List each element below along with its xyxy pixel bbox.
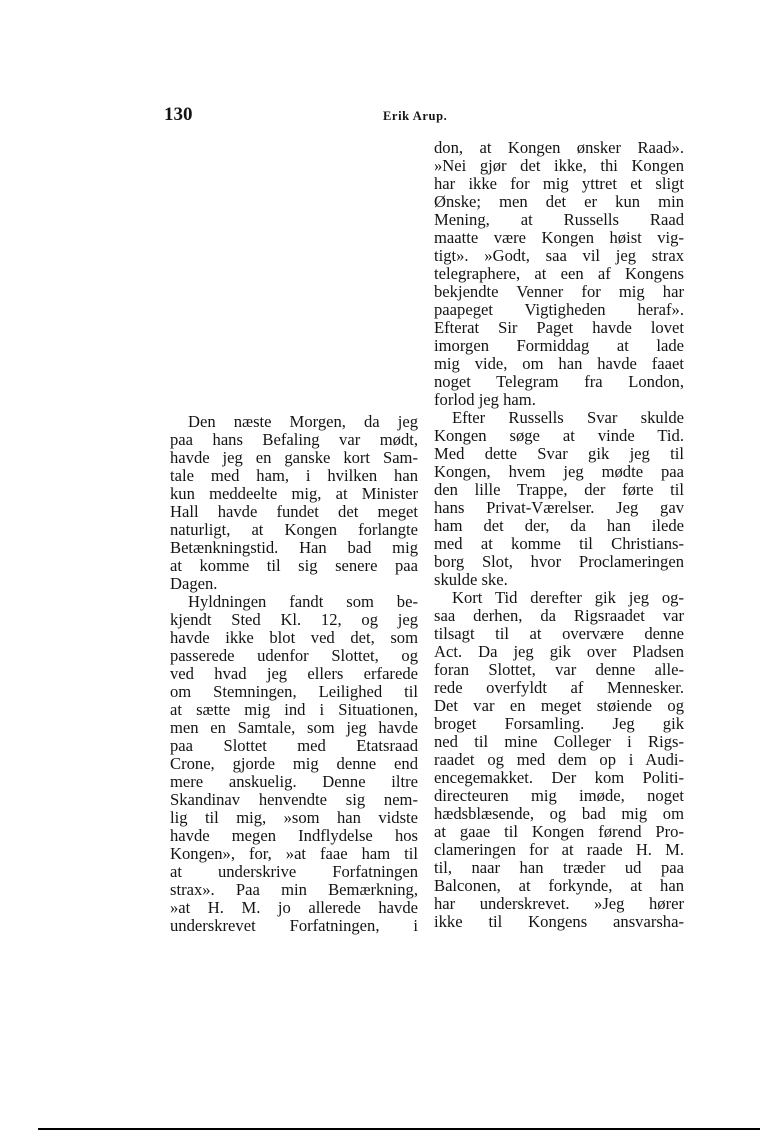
text-line: Skandinav henvendte sig nem- <box>170 790 418 809</box>
text-line: Hyldningen fandt som be- <box>188 592 418 611</box>
text-line: mig vide, om han havde faaet <box>434 354 684 373</box>
text-line: Kongen søge at vinde Tid. <box>434 426 684 445</box>
text-line: ham det der, da han ilede <box>434 516 684 535</box>
text-line: Kort Tid derefter gik jeg og- <box>452 588 684 607</box>
text-line: Betænkningstid. Han bad mig <box>170 538 418 557</box>
text-line: Dagen. <box>170 574 218 593</box>
text-line: at sætte mig ind i Situationen, <box>170 700 418 719</box>
text-line: foran Slottet, var denne alle- <box>434 660 684 679</box>
text-line: Hall havde fundet det meget <box>170 502 418 521</box>
text-line: forlod jeg ham. <box>434 390 536 409</box>
text-line: passerede udenfor Slottet, og <box>170 646 418 665</box>
text-line: har underskrevet. »Jeg hører <box>434 894 684 913</box>
text-line: skulde ske. <box>434 570 508 589</box>
text-line: Crone, gjorde mig denne end <box>170 754 418 773</box>
text-line: Balconen, at forkynde, at han <box>434 876 684 895</box>
text-line: mere anskuelig. Denne iltre <box>170 772 418 791</box>
text-line: lig til mig, »som han vidste <box>170 808 418 827</box>
text-line: broget Forsamling. Jeg gik <box>434 714 684 733</box>
text-line: Den næste Morgen, da jeg <box>188 412 418 431</box>
text-line: at komme til sig senere paa <box>170 556 418 575</box>
text-line: med at komme til Christians- <box>434 534 684 553</box>
text-line: paapeget Vigtigheden heraf». <box>434 300 684 319</box>
text-line: rede overfyldt af Mennesker. <box>434 678 684 697</box>
text-line: ned til mine Colleger i Rigs- <box>434 732 684 751</box>
text-line: saa derhen, da Rigsraadet var <box>434 606 684 625</box>
text-line: paa Slottet med Etatsraad <box>170 736 418 755</box>
page-edge-rule <box>38 1128 760 1130</box>
text-line: Ønske; men det er kun min <box>434 192 684 211</box>
text-line: at underskrive Forfatningen <box>170 862 418 881</box>
text-line: hædsblæsende, og bad mig om <box>434 804 684 823</box>
page-number: 130 <box>164 104 193 125</box>
text-line: naturligt, at Kongen forlangte <box>170 520 418 539</box>
text-line: »at H. M. jo allerede havde <box>170 898 418 917</box>
text-line: underskrevet Forfatningen, i <box>170 916 418 935</box>
text-line: strax». Paa min Bemærkning, <box>170 880 418 899</box>
text-line: men en Samtale, som jeg havde <box>170 718 418 737</box>
running-head: Erik Arup. <box>383 109 448 123</box>
text-line: don, at Kongen ønsker Raad». <box>434 138 684 157</box>
text-line: Efterat Sir Paget havde lovet <box>434 318 684 337</box>
text-line: om Stemningen, Leilighed til <box>170 682 418 701</box>
left-text-column <box>170 413 418 935</box>
text-line: maatte være Kongen høist vig- <box>434 228 684 247</box>
text-line: ikke til Kongens ansvarsha- <box>434 912 684 931</box>
text-line: tigt». »Godt, saa vil jeg strax <box>434 246 684 265</box>
text-line: hans Privat-Værelser. Jeg gav <box>434 498 684 517</box>
text-line: borg Slot, hvor Proclameringen <box>434 552 684 571</box>
text-line: imorgen Formiddag at lade <box>434 336 684 355</box>
text-line: Mening, at Russells Raad <box>434 210 684 229</box>
text-line: bekjendte Venner for mig har <box>434 282 684 301</box>
text-line: tilsagt til at overvære denne <box>434 624 684 643</box>
text-line: at gaae til Kongen førend Pro- <box>434 822 684 841</box>
text-line: clameringen for at raade H. M. <box>434 840 684 859</box>
right-text-column <box>434 139 684 931</box>
text-line: Kongen», for, »at faae ham til <box>170 844 418 863</box>
text-line: Kongen, hvem jeg mødte paa <box>434 462 684 481</box>
text-line: kun meddeelte mig, at Minister <box>170 484 418 503</box>
text-line: havde ikke blot ved det, som <box>170 628 418 647</box>
text-line: til, naar han træder ud paa <box>434 858 684 877</box>
text-line: »Nei gjør det ikke, thi Kongen <box>434 156 684 175</box>
text-line: kjendt Sted Kl. 12, og jeg <box>170 610 418 629</box>
text-line: Act. Da jeg gik over Pladsen <box>434 642 684 661</box>
text-line: Med dette Svar gik jeg til <box>434 444 684 463</box>
text-line: raadet og med dem op i Audi- <box>434 750 684 769</box>
text-line: den lille Trappe, der førte til <box>434 480 684 499</box>
text-line: ved hvad jeg ellers erfarede <box>170 664 418 683</box>
text-line: encegemakket. Der kom Politi- <box>434 768 684 787</box>
text-line: har ikke for mig yttret et sligt <box>434 174 684 193</box>
text-line: telegraphere, at een af Kongens <box>434 264 684 283</box>
text-line: havde jeg en ganske kort Sam- <box>170 448 418 467</box>
text-line: tale med ham, i hvilken han <box>170 466 418 485</box>
text-line: noget Telegram fra London, <box>434 372 684 391</box>
text-line: Det var en meget støiende og <box>434 696 684 715</box>
text-line: Efter Russells Svar skulde <box>452 408 684 427</box>
text-line: directeuren mig imøde, noget <box>434 786 684 805</box>
text-line: havde megen Indflydelse hos <box>170 826 418 845</box>
text-line: paa hans Befaling var mødt, <box>170 430 418 449</box>
